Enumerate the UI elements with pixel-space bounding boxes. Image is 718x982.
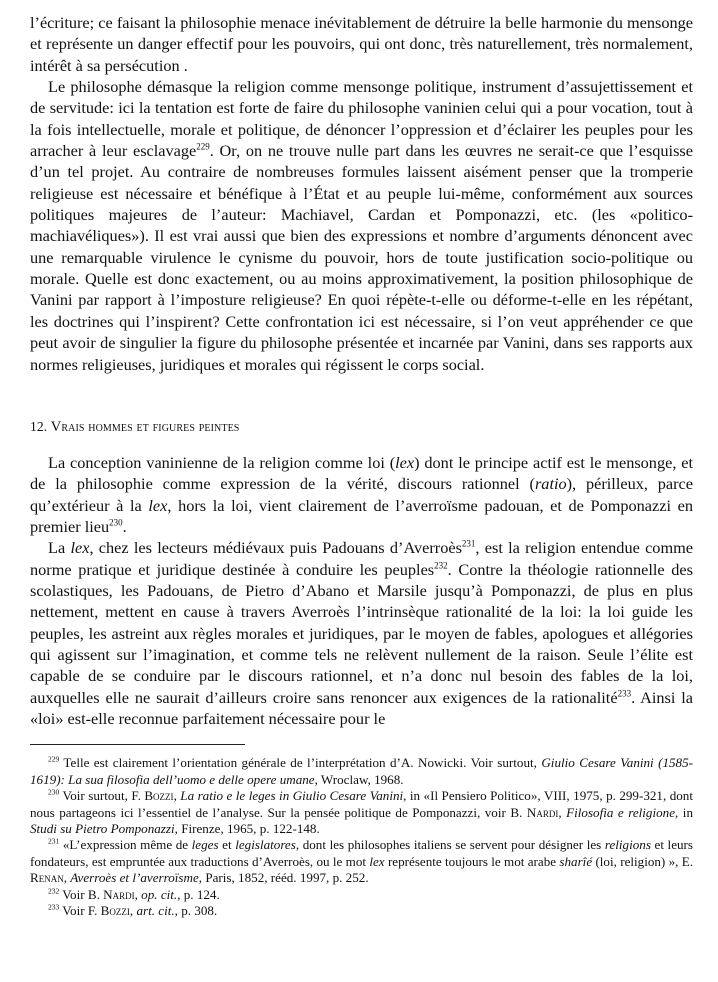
paragraph-philosophe	[30, 76, 693, 375]
footnote-text: , Firenze, 1965, p. 122-148.	[174, 820, 320, 836]
italic-term: legislatores	[235, 837, 296, 853]
author-name: Bozzi	[144, 788, 174, 804]
footnote-text: , p. 124.	[177, 886, 220, 902]
paragraph-text: La conception vaninienne de la religion comme loi (	[48, 452, 396, 472]
paragraph-text: , hors la loi, vient clairement de l’averroïsme padouan, et de Pomponazzi en premier lieu	[30, 495, 693, 536]
footnote-text: ,	[173, 788, 181, 804]
footnote-ref-233[interactable]: 233	[617, 688, 632, 699]
footnote-text: ,	[134, 886, 142, 902]
author-name: Bozzi	[100, 902, 130, 918]
paragraph-text: Le philosophe démasque la religion comme mensonge politique, instrument d’assujettissement et de servitude: ici la tentation est forte de faire du philosophe vaninien celui qui a pour vocation, tout à la fois intellectuelle, morale et politique, de dénoncer l’oppression et d’éclairer les peuples pour les arracher à leur esclavage	[30, 77, 693, 161]
footnote-title: Studi su Pietro Pomponazzi	[30, 820, 175, 836]
footnote-divider	[30, 744, 245, 745]
paragraph-text: l’écriture; ce faisant la philosophie menace inévitablement de détruire la belle harmonie du mensonge et représente un danger effectif pour les pouvoirs, qui ont donc, très naturellement, très normalement, intérêt à sa persécution .	[30, 13, 693, 75]
paragraph-lex	[30, 537, 693, 729]
footnote-ref-229[interactable]: 229	[196, 141, 210, 152]
paragraph-text: . Contre la théologie rationnelle des scolastiques, les Padouans, de Pietro d’Abano et Marsile jusqu’à Pomponazzi, de plus en plus nettement, mettent en cause à travers Averroès l’intrinsèque rationalité de la loi: la loi guide les peuples, les astreint aux règles morales et juridiques, par le moyen de fables, apologues et allégories qui agissent sur l’imagination, et comme tels ne relèvent nullement de la raison. Seule l’élite est capable de se conduire par le discours rationnel, et n’a donc nul besoin des fables de la loi, auxquelles elle ne saurait d’ailleurs croire sans renoncer aux exigences de la rationalité	[30, 559, 693, 707]
paragraph-text: . Or, on ne trouve nulle part dans les œuvres ne serait-ce que l’esquisse d’un tel projet. Au contraire de nombreuses formules laissent aisément penser que la tromperie religieuse est nécessaire et bénéfique à l’État et au peuple lui-même, conformément aux sources politiques majeures de l’auteur: Machiavel, Cardan et Pomponazzi, etc. (les «politico-machiavéliques»). Il est vrai aussi que bien des expressions et nombre d’arguments dénoncent avec une remarquable virulence le cynisme du pouvoir, hors de toute justification socio-politique ou morale. Quelle est donc exactement, ou au moins approximativement, la position philosophique de Vanini par rapport à l’imposture religieuse? En quoi répète-t-elle ou déforme-t-elle en les répétant, les doctrines qui l’inspirent? Cette confrontation ici est nécessaire, si l’on veut appréhender ce que peut avoir de singulier la figure du philosophe présentée et incarnée par Vanini, dans ses rapports aux normes religieuses, juridiques et morales qui régissent le corps social.	[30, 141, 693, 374]
footnote-title: La ratio e le leges in Giulio Cesare Vanini	[180, 788, 404, 804]
footnote-230	[30, 788, 693, 837]
italic-term: sharîé	[559, 853, 593, 869]
footnote-title: Averroès et l’averroïsme	[70, 870, 199, 886]
footnote-text: Voir B.	[59, 886, 104, 902]
footnote-text: Voir F.	[59, 902, 101, 918]
footnote-233	[30, 903, 693, 919]
author-name: Renan	[30, 870, 64, 886]
footnote-text: , in «Il Pensiero Politico», VIII, 1975, p. 299-321, dont nous partageons ici l’essentiel de l’analyse. Sur la pensée politique de Pomponazzi, voir B.	[30, 788, 693, 820]
italic-term: op. cit.	[141, 886, 178, 902]
footnote-ref-231[interactable]: 231	[461, 538, 476, 549]
paragraph-conception	[30, 452, 693, 537]
italic-term: art. cit.	[136, 902, 175, 918]
footnote-232	[30, 887, 693, 903]
footnote-text: représente toujours le mot arabe	[384, 853, 560, 869]
footnote-text: ,	[63, 870, 71, 886]
paragraph-text: . Ainsi la «loi» est-elle reconnue parfaitement nécessaire pour le	[30, 687, 694, 728]
section-heading	[30, 417, 693, 437]
italic-term: lex	[70, 538, 90, 558]
section-title: Vrais hommes et figures peintes	[50, 418, 240, 435]
footnote-ref-232[interactable]: 232	[434, 560, 448, 571]
footnote-text: , p. 308.	[174, 902, 218, 918]
paragraph-text: ) dont le principe actif est le mensonge, et de la philosophie comme expression de la vérité, discours rationnel (	[30, 452, 693, 494]
italic-term: lex	[369, 853, 385, 869]
paragraph-text: .	[122, 516, 127, 536]
footnote-231	[30, 837, 693, 886]
italic-term: ratio	[534, 474, 567, 494]
footnote-number: 230	[48, 787, 60, 797]
author-name: Nardi	[103, 886, 135, 902]
footnote-text: (loi, religion) », E.	[592, 853, 694, 869]
footnote-text: Voir surtout, F.	[59, 788, 145, 804]
section-number: 12.	[30, 418, 51, 434]
paragraph-continued	[30, 12, 693, 76]
italic-term: lex	[148, 495, 168, 515]
footnote-text: ,	[558, 804, 567, 820]
footnote-text: , Wroclaw, 1968.	[314, 771, 404, 787]
footnote-text: et	[218, 837, 236, 853]
footnote-number: 233	[48, 902, 60, 912]
footnote-title: Filosofia e religione	[566, 804, 676, 820]
footnote-text: , in	[675, 804, 693, 820]
italic-term: lex	[395, 452, 415, 472]
footnote-text: «L’expression même de	[59, 837, 192, 853]
footnote-text: Telle est clairement l’orientation générale de l’interprétation d’A. Nowicki. Voir surtout,	[59, 755, 542, 771]
footnote-title: Giulio Cesare Vanini (1585-1619): La sua filosofia dell’uomo e delle opere umane	[30, 755, 694, 787]
footnote-number: 232	[48, 886, 60, 896]
paragraph-text: ), périlleux, parce qu’extérieur à la	[30, 474, 694, 515]
footnote-text: , dont les philosophes italiens se servent pour désigner les	[295, 837, 605, 853]
paragraph-text: , est la religion entendue comme norme pratique et juridique destinée à conduire les peuples	[30, 538, 693, 579]
italic-term: leges	[191, 837, 219, 853]
footnote-ref-230[interactable]: 230	[109, 517, 123, 528]
paragraph-text: La	[48, 538, 71, 558]
document-page	[30, 12, 693, 919]
author-name: Nardi	[526, 804, 559, 820]
footnote-text: et leurs fondateurs, est empruntée aux traductions d’Averroès, ou le mot	[30, 837, 694, 869]
italic-term: religions	[604, 837, 651, 853]
paragraph-text: , chez les lecteurs médiévaux puis Padouans d’Averroès	[89, 538, 462, 558]
footnote-text: , Paris, 1852, rééd. 1997, p. 252.	[198, 870, 369, 886]
footnote-number: 229	[48, 754, 60, 764]
footnote-text: ,	[129, 902, 137, 918]
footnote-229	[30, 755, 693, 788]
footnote-number: 231	[48, 836, 60, 846]
